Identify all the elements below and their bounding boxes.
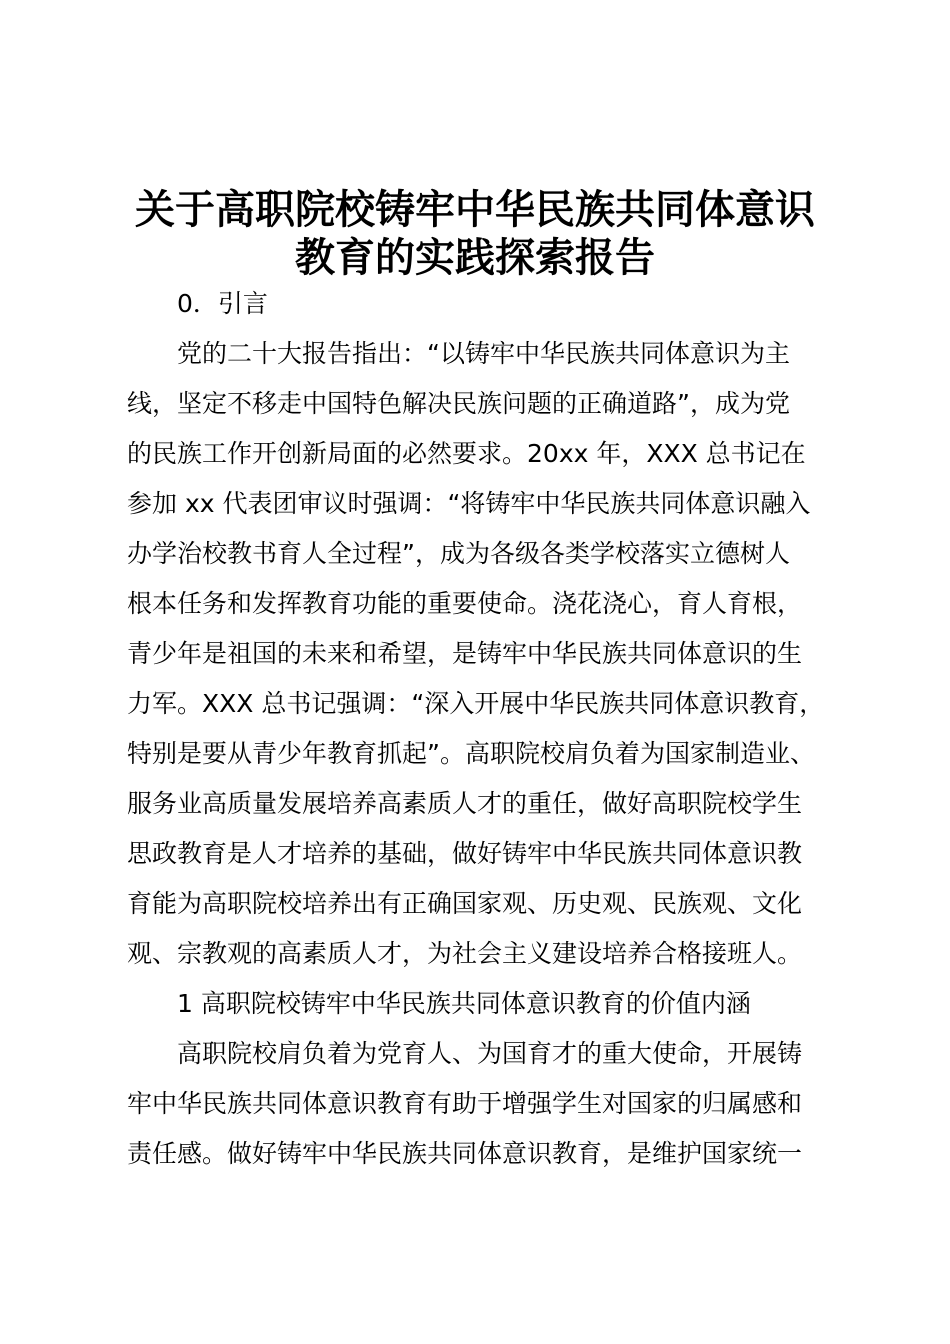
paragraph-line: 特别是要从青少年教育抓起”。高职院校肩负着为国家制造业、	[127, 739, 815, 768]
paragraph-line: 线，坚定不移走中国特色解决民族问题的正确道路”，成为党	[127, 389, 790, 418]
document-body	[127, 279, 837, 1179]
section-heading-intro: 0．引言	[177, 289, 268, 318]
paragraph-line: 的民族工作开创新局面的必然要求。20xx 年，XXX 总书记在	[127, 439, 806, 468]
paragraph-line: 思政教育是人才培养的基础，做好铸牢中华民族共同体意识教	[127, 839, 803, 868]
paragraph-line: 参加 xx 代表团审议时强调：“将铸牢中华民族共同体意识融入	[127, 489, 811, 518]
document-title-line-1: 关于高职院校铸牢中华民族共同体意识	[135, 187, 815, 233]
document-title-line-2: 教育的实践探索报告	[295, 235, 655, 281]
paragraph-line: 力军。XXX 总书记强调：“深入开展中华民族共同体意识教育，	[127, 689, 825, 718]
paragraph-line: 育能为高职院校培养出有正确国家观、历史观、民族观、文化	[127, 889, 803, 918]
paragraph-line: 观、宗教观的高素质人才，为社会主义建设培养合格接班人。	[127, 939, 803, 968]
paragraph-line: 办学治校教书育人全过程”，成为各级各类学校落实立德树人	[127, 539, 790, 568]
paragraph-intro	[127, 329, 837, 979]
paragraph-line: 服务业高质量发展培养高素质人才的重任，做好高职院校学生	[127, 789, 803, 818]
section-heading-1: 1 高职院校铸牢中华民族共同体意识教育的价值内涵	[177, 989, 751, 1018]
paragraph-line: 高职院校肩负着为党育人、为国育才的重大使命，开展铸	[177, 1039, 803, 1068]
paragraph-line: 党的二十大报告指出：“以铸牢中华民族共同体意识为主	[177, 339, 790, 368]
paragraph-line: 青少年是祖国的未来和希望，是铸牢中华民族共同体意识的生	[127, 639, 803, 668]
paragraph-line: 责任感。做好铸牢中华民族共同体意识教育，是维护国家统一	[127, 1139, 803, 1168]
paragraph-line: 根本任务和发挥教育功能的重要使命。浇花浇心，育人育根，	[127, 589, 803, 618]
paragraph-line: 牢中华民族共同体意识教育有助于增强学生对国家的归属感和	[127, 1089, 803, 1118]
paragraph-section-1	[127, 1029, 837, 1179]
